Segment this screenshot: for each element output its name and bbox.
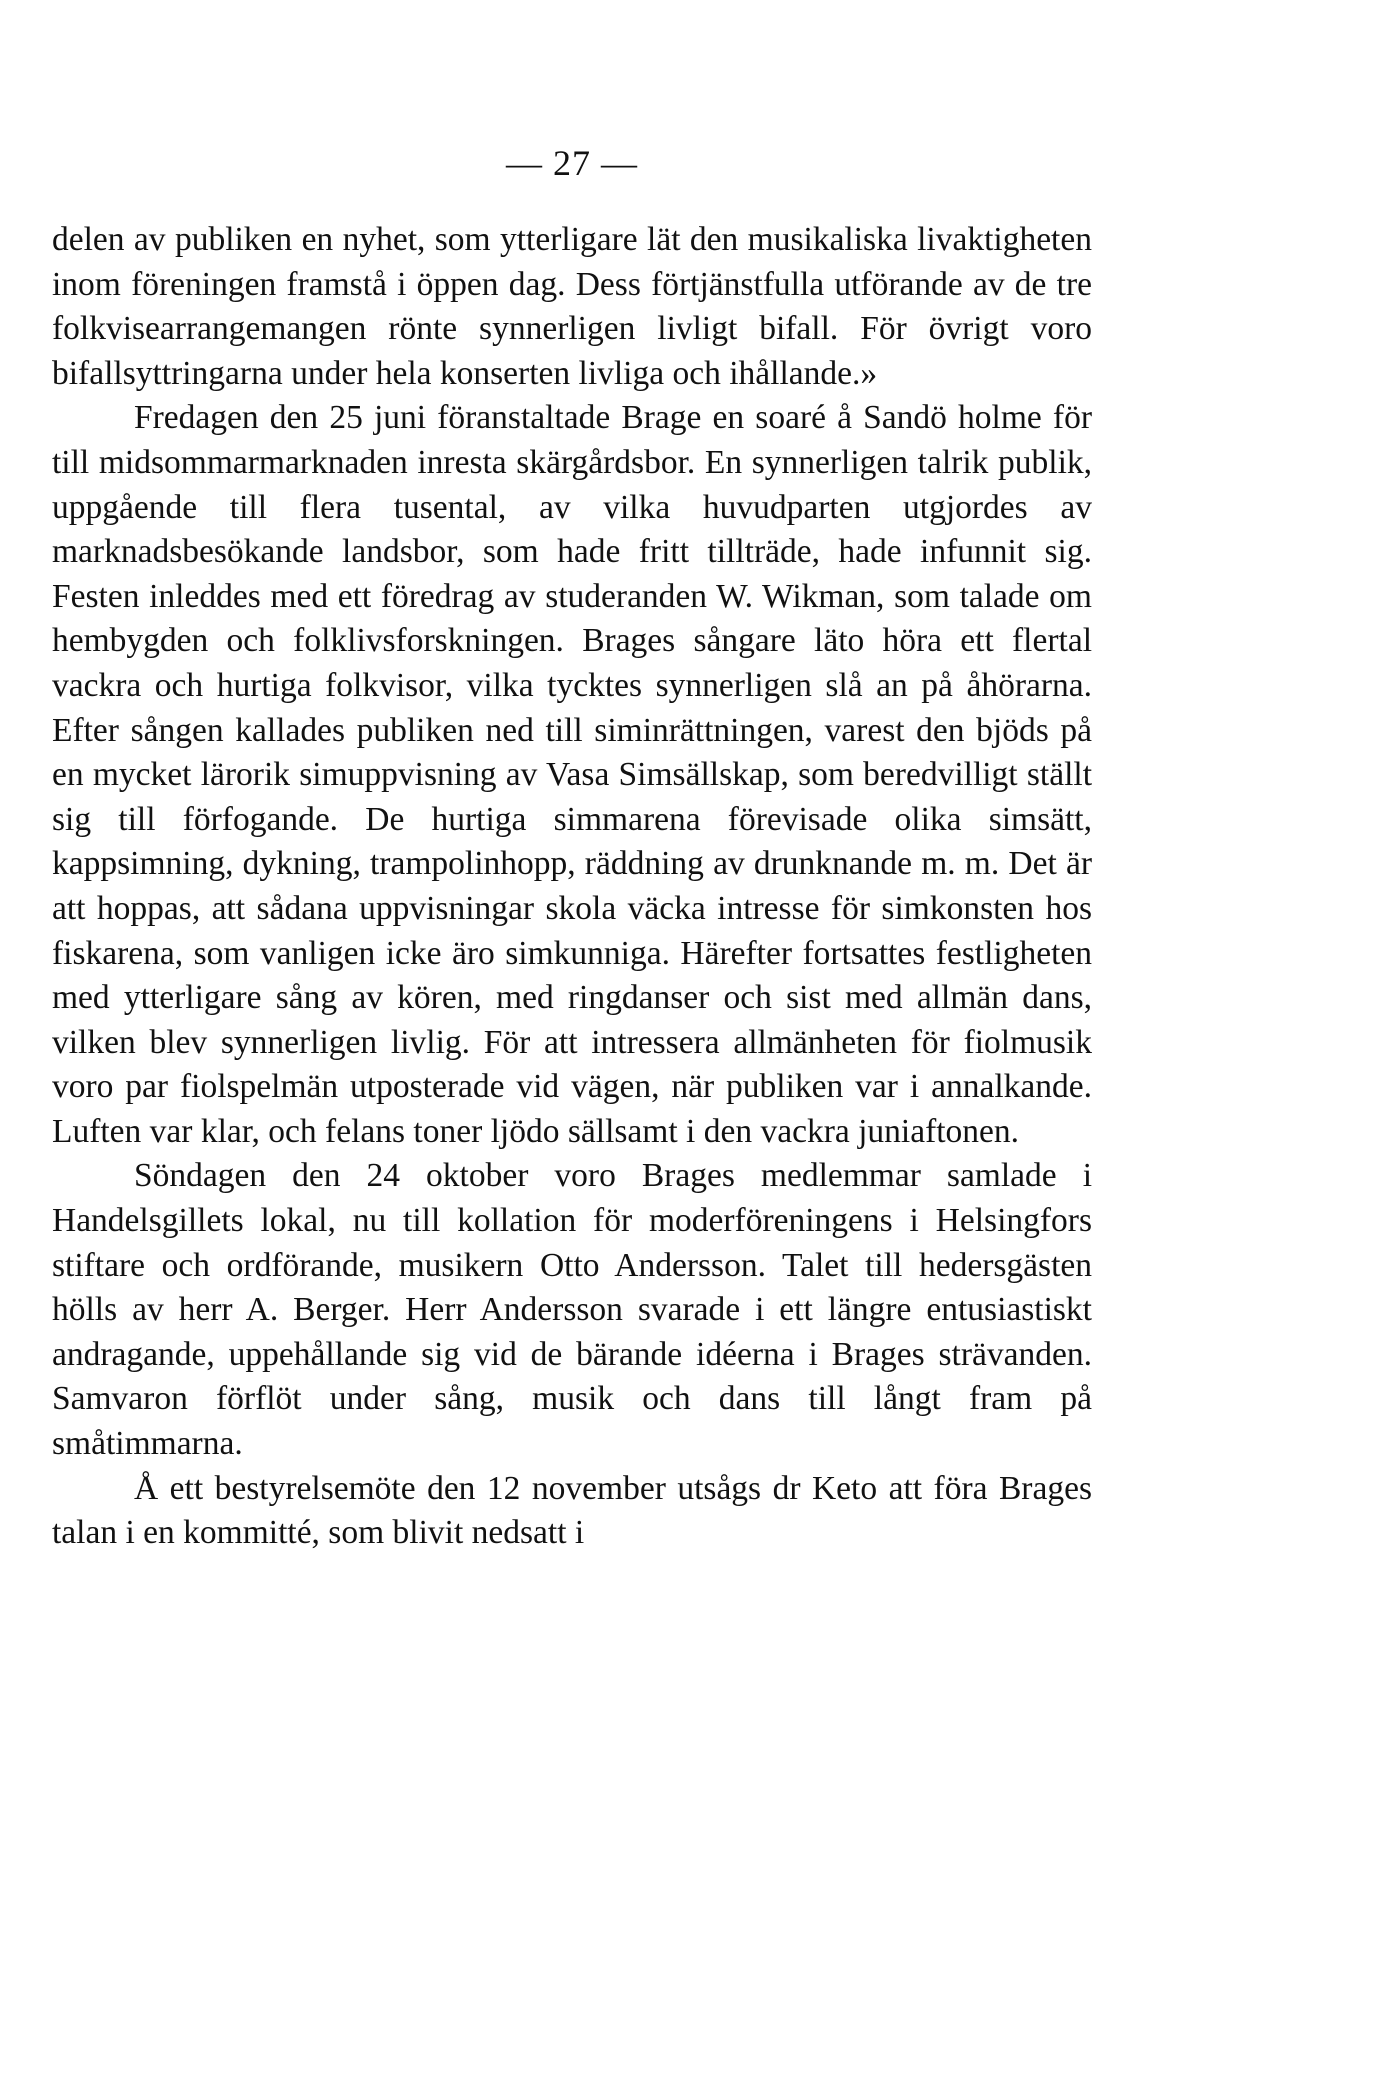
- paragraph-continued: delen av publiken en nyhet, som ytterligare lät den musikaliska livaktigheten inom föreningen framstå i öppen dag. Dess förtjänstfulla utförande av de tre folkvisearrangemangen rönte synnerligen livligt bifall. För övrigt voro bifallsyttringarna under hela konserten livliga och ihållande.»: [52, 221, 1092, 392]
- page-number: — 27 —: [506, 143, 638, 183]
- paragraph-soare: Fredagen den 25 juni föranstaltade Brage en soaré å Sandö holme för till midsommarmarknaden inresta skärgårdsbor. En synnerligen talrik publik, uppgående till flera tusental, av vilka huvudparten utgjordes av marknadsbesökande landsbor, som hade fritt tillträde, hade infunnit sig. Festen inleddes med ett föredrag av studeranden W. Wikman, som talade om hembygden och folklivsforskningen. Brages sångare läto höra ett flertal vackra och hurtiga folkvisor, vilka tycktes synnerligen slå an på åhörarna. Efter sången kallades publiken ned till siminrättningen, varest den bjöds på en mycket lärorik simuppvisning av Vasa Simsällskap, som beredvilligt ställt sig till förfogande. De hurtiga simmarena förevisade olika simsätt, kappsimning, dykning, trampolinhopp, räddning av drunknande m. m. Det är att hoppas, att sådana uppvisningar skola väcka intresse för simkonsten hos fiskarena, som vanligen icke äro simkunniga. Härefter fortsattes festligheten med ytterligare sång av kören, med ringdanser och sist med allmän dans, vilken blev synnerligen livlig. För att intressera allmänheten för fiolmusik voro par fiolspelmän utposterade vid vägen, när publiken var i annalkande. Luften var klar, och felans toner ljödo sällsamt i den vackra juniaftonen.: [52, 399, 1092, 1150]
- body-text: [52, 218, 1092, 1556]
- paragraph-kollation: Söndagen den 24 oktober voro Brages medlemmar samlade i Handelsgillets lokal, nu till kollation för moderföreningens i Helsingfors stiftare och ordförande, musikern Otto Andersson. Talet till hedersgästen hölls av herr A. Berger. Herr Andersson svarade i ett längre entusiastiskt andragande, uppehållande sig vid de bärande idéerna i Brages strävanden. Samvaron förflöt under sång, musik och dans till långt fram på småtimmarna.: [52, 1157, 1092, 1463]
- paragraph-bestyrelsemote: Å ett bestyrelsemöte den 12 november utsågs dr Keto att föra Brages talan i en kommitté, som blivit nedsatt i: [52, 1469, 1092, 1552]
